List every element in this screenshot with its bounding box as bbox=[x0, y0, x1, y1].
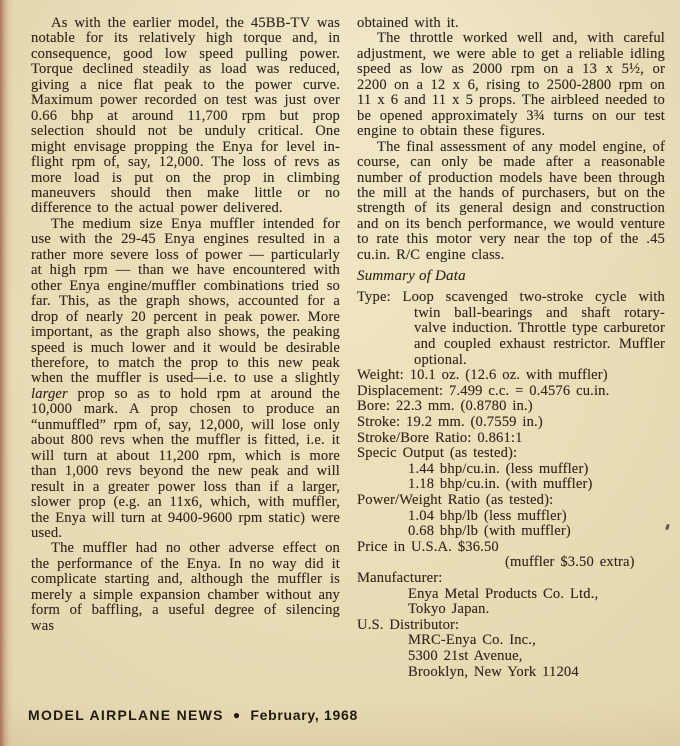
summary-entry: 5300 21st Avenue, bbox=[408, 647, 523, 664]
summary-entry: Specic Output (as tested): bbox=[357, 445, 518, 462]
summary-entry: Brooklyn, New York 11204 bbox=[408, 663, 579, 680]
summary-entry: (muffler $3.50 extra) bbox=[505, 554, 635, 571]
summary-entry: 1.44 bhp/cu.in. (less muffler) bbox=[408, 460, 589, 477]
italic-word-larger: larger bbox=[31, 385, 68, 402]
summary-of-data-list bbox=[357, 290, 665, 680]
summary-entry: U.S. Distributor: bbox=[357, 616, 460, 633]
summary-entry: Bore: 22.3 mm. (0.8780 in.) bbox=[357, 398, 533, 415]
summary-entry: Enya Metal Products Co. Ltd., bbox=[408, 585, 599, 602]
summary-entry: Stroke: 19.2 mm. (0.7559 in.) bbox=[357, 414, 543, 430]
paragraph-engine-torque: As with the earlier model, the 45BB-TV was notable for its relatively high torque and, in consequence, good low speed pulling power. Torque declined steadily as load was reduced, giving a nice flat peak to the power curve. Maximum power recorded on test was just over 0.66 bhp at around 11,700 rpm but prop selection should not be unduly critical. One might envisage propping the Enya for level in-flight rpm of, say, 12,000. The loss of revs as more load is put on the prop in climbing maneuvers should then make little or no difference to the actual power delivered. bbox=[31, 15, 340, 217]
paragraph-muffler-text-post: prop so as to hold rpm at around the 10,000 mark. A prop chosen to produce an “unmuffled” rpm of, say, 12,000, will lose only about 800 revs when the muffler is fitted, i.e. it will turn at about 11,200 rpm, which is more than 1,000 revs beyond the new peak and will result in a greater power loss than if a larger, slower prop (e.g. an 11x6, which, with muffler, the Enya will turn at 9400-9600 rpm static) were used. bbox=[31, 385, 340, 541]
paragraph-continuation: obtained with it. bbox=[357, 15, 459, 31]
summary-entry: Price in U.S.A. $36.50 bbox=[357, 538, 499, 555]
summary-entry: Stroke/Bore Ratio: 0.861:1 bbox=[357, 429, 523, 446]
paragraph-muffler-text-pre: The medium size Enya muffler intended for use with the 29-45 Enya engines resulted in a rather more severe loss of power — particularly at high rpm — than we have encountered with other Enya engine/muffler combinations tried so far. This, as the graph shows, accounted for a drop of nearly 20 percent in peak power. More important, as the graph also shows, the peaking speed is much lower and it would be desirable therefore, to match the prop to this new peak when the muffler is used—i.e. to use a slightly bbox=[31, 215, 340, 387]
summary-entry: Tokyo Japan. bbox=[408, 601, 490, 618]
magazine-title: MODEL AIRPLANE NEWS bbox=[28, 707, 224, 723]
summary-entry: Displacement: 7.499 c.c. = 0.4576 cu.in. bbox=[357, 382, 610, 399]
print-speck bbox=[665, 524, 670, 531]
paragraph-muffler-power-loss bbox=[31, 217, 340, 542]
summary-entry: Weight: 10.1 oz. (12.6 oz. with muffler) bbox=[357, 367, 608, 384]
left-text-column bbox=[31, 16, 340, 634]
summary-entry: Manufacturer: bbox=[357, 569, 443, 586]
summary-entry: 1.18 bhp/cu.in. (with muffler) bbox=[408, 476, 593, 493]
paragraph-final-assessment: The final assessment of any model engine, of course, can only be made after a reasonable number of production models have been through the mill at the hands of purchasers, but on the strength of its general design and construction and on its bench performance, we would venture to rate this motor very near the top of the .45 cu.in. R/C engine class. bbox=[357, 138, 665, 263]
issue-date: February, 1968 bbox=[250, 707, 358, 723]
page-footer bbox=[28, 707, 358, 723]
summary-entry: Type: Loop scavenged two-stroke cycle with twin ball-bearings and shaft rotary-valve induction. Throttle type carburetor and coupled exhaust restrictor. Muffler optional. bbox=[357, 289, 665, 368]
bullet-separator-icon: ● bbox=[232, 708, 242, 722]
paragraph-throttle: The throttle worked well and, with careful adjustment, we were able to get a reliable idling speed as low as 2000 rpm on a 13 x 5½, or 2200 on a 12 x 6, rising to 2500-2800 rpm on 11 x 6 and 11 x 5 props. The airbleed needed to be opened approximately 3¾ turns on our test engine to obtain these figures. bbox=[357, 30, 665, 140]
paragraph-muffler-effects: The muffler had no other adverse effect on the performance of the Enya. In no way did it complicate starting and, although the muffler is merely a simple expansion chamber without any form of baffling, a useful degree of silencing was bbox=[31, 540, 340, 634]
right-text-column bbox=[357, 16, 665, 680]
summary-entry: Power/Weight Ratio (as tested): bbox=[357, 491, 554, 508]
summary-entry: 1.04 bhp/lb (less muffler) bbox=[408, 507, 567, 524]
summary-of-data-heading: Summary of Data bbox=[357, 268, 466, 285]
summary-entry: 0.68 bhp/lb (with muffler) bbox=[408, 523, 571, 540]
summary-entry: MRC-Enya Co. Inc., bbox=[408, 632, 536, 649]
scan-edge-shadow bbox=[0, 0, 14, 746]
